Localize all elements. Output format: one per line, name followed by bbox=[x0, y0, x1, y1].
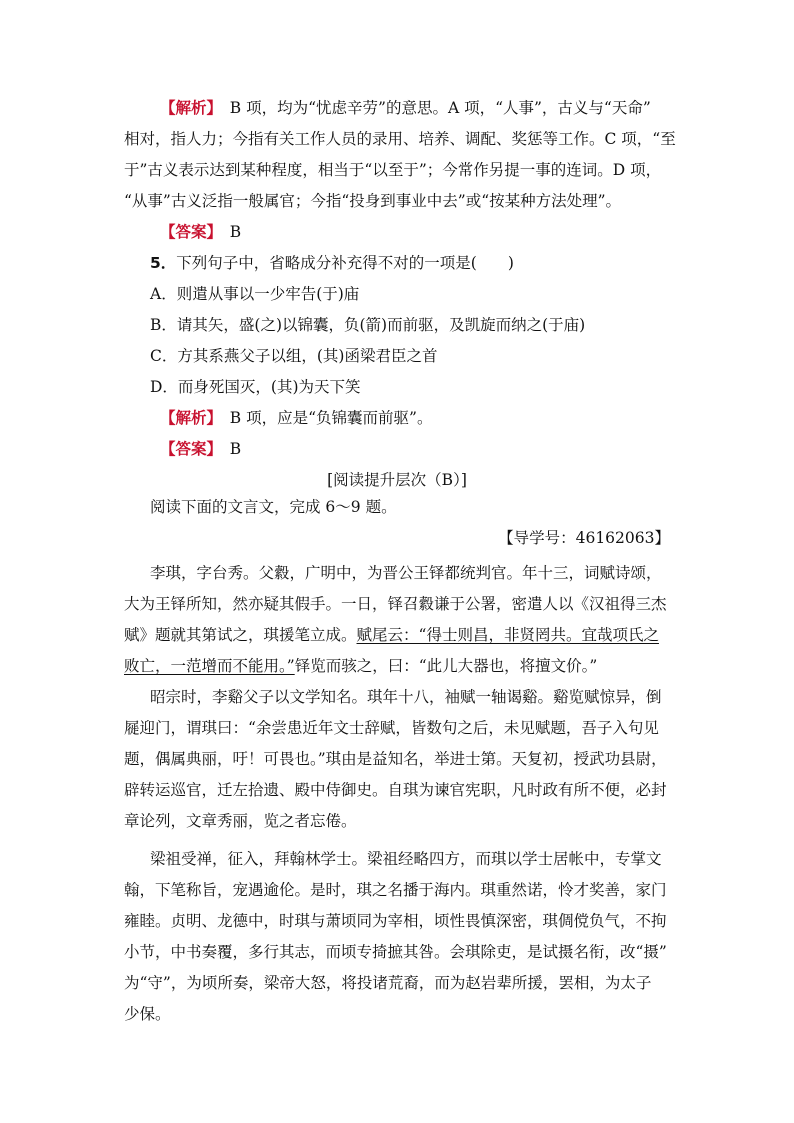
passage-p2-line-5: 章论列，文章秀丽，览之者忘倦。 bbox=[124, 812, 357, 830]
q4-analysis-text-1: B 项，均为“忧虑辛劳”的意思。A 项，“人事”，古义与“天命” bbox=[229, 99, 651, 117]
passage-p1-line-2: 大为王铎所知，然亦疑其假手。一日，铎召縠谦于公署，密遣人以《汉祖得三杰 bbox=[124, 595, 667, 613]
passage-p2-line-1: 昭宗时，李谿父子以文学知名。琪年十八，袖赋一轴谒谿。谿览赋惊异，倒 bbox=[150, 688, 662, 706]
q4-answer-line bbox=[160, 221, 241, 243]
passage-underlined-1: 赋尾云：“得士则昌，非贤罔共。宜哉项氏之 bbox=[356, 626, 659, 644]
section-title: [阅读提升层次（B）] bbox=[327, 471, 467, 489]
q4-analysis-line-1 bbox=[160, 97, 651, 119]
passage-p1-line-3 bbox=[124, 624, 659, 646]
passage-p3-line-5: 为“守”，为顷所奏，梁帝大怒，将投诸荒裔，而为赵岩辈所援，罢相，为太子 bbox=[124, 974, 652, 992]
q5-answer-line bbox=[160, 438, 241, 460]
q4-analysis-line-4: “从事”古义泛指一般属官；今指“投身到事业中去”或“按某种方法处理”。 bbox=[124, 192, 622, 210]
passage-p2-line-3: 题，偶属典丽，吁！可畏也。”琪由是益知名，举进士第。天复初，授武功县尉， bbox=[124, 750, 667, 768]
q5-analysis-line bbox=[160, 407, 432, 429]
q5-option-c: C．方其系燕父子以组，(其)函梁君臣之首 bbox=[150, 347, 438, 365]
q4-analysis-tag: 【解析】 bbox=[160, 99, 215, 117]
passage-p1-line-4b: 铎览而骇之，曰：“此儿大器也，将擅文价。” bbox=[294, 657, 598, 675]
guide-number: 【导学号：46162063】 bbox=[498, 529, 670, 547]
q5-number: 5． bbox=[150, 254, 177, 272]
passage-p3-line-4: 小节，中书奏覆，多行其志，而顷专掎摭其咎。会琪除吏，是试摄名衔，改“摄” bbox=[124, 943, 667, 961]
q5-option-d: D．而身死国灭，(其)为天下笑 bbox=[150, 378, 361, 396]
q4-analysis-line-2: 相对，指人力；今指有关工作人员的录用、培养、调配、奖惩等工作。C 项，“至 bbox=[124, 130, 676, 148]
q4-answer-value: B bbox=[229, 223, 242, 241]
section-instruction: 阅读下面的文言文，完成 6～9 题。 bbox=[150, 498, 397, 516]
passage-p3-line-6: 少保。 bbox=[124, 1005, 171, 1023]
passage-p1-line-4 bbox=[124, 655, 597, 677]
q5-stem-line bbox=[150, 252, 514, 274]
passage-p1-line-3a: 赋》题就其第试之，琪援笔立成。 bbox=[124, 626, 357, 644]
passage-p1-line-1: 李琪，字台秀。父縠，广明中，为晋公王铎都统判官。年十三，词赋诗颂， bbox=[150, 564, 662, 582]
passage-p2-line-4: 辟转运巡官，迁左拾遗、殿中侍御史。自琪为谏官宪职，凡时政有所不便，必封 bbox=[124, 781, 667, 799]
q4-analysis-line-3: 于”古义表示达到某种程度，相当于“以至于”；今常作另提一事的连词。D 项， bbox=[124, 161, 662, 179]
q5-stem: 下列句子中，省略成分补充得不对的一项是( ) bbox=[176, 254, 514, 272]
q5-analysis-tag: 【解析】 bbox=[160, 409, 215, 427]
passage-p3-line-1: 梁祖受禅，征入，拜翰林学士。梁祖经略四方，而琪以学士居帐中，专掌文 bbox=[150, 850, 662, 868]
q5-answer-tag: 【答案】 bbox=[160, 440, 215, 458]
q5-analysis-text: B 项，应是“负锦囊而前驱”。 bbox=[229, 409, 433, 427]
passage-underlined-2: 败亡，一范增而不能用。” bbox=[124, 657, 295, 675]
q5-option-a: A．则遣从事以一少牢告(于)庙 bbox=[150, 285, 360, 303]
passage-p3-line-2: 翰，下笔称旨，宠遇逾伦。是时，琪之名播于海内。琪重然诺，怜才奖善，家门 bbox=[124, 881, 667, 899]
q4-answer-tag: 【答案】 bbox=[160, 223, 215, 241]
q5-option-b: B．请其矢，盛(之)以锦囊，负(箭)而前驱，及凯旋而纳之(于庙) bbox=[150, 316, 586, 334]
passage-p2-line-2: 屣迎门，谓琪曰：“余尝患近年文士辞赋，皆数句之后，未见赋题，吾子入句见 bbox=[124, 719, 659, 737]
passage-p3-line-3: 雍睦。贞明、龙德中，时琪与萧顷同为宰相，顷性畏慎深密，琪倜傥负气，不拘 bbox=[124, 912, 667, 930]
q5-answer-value: B bbox=[229, 440, 242, 458]
